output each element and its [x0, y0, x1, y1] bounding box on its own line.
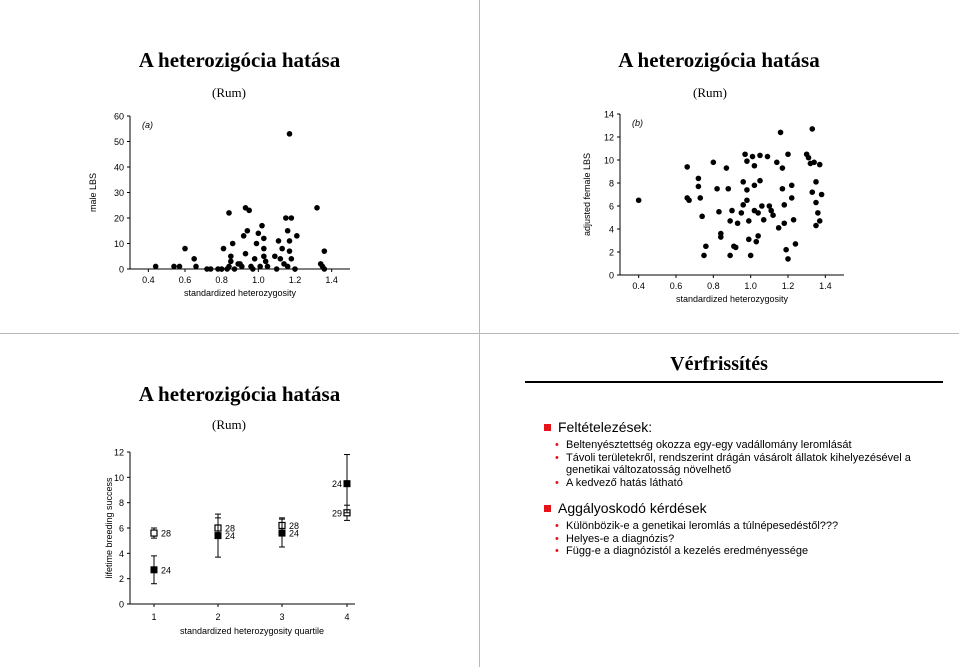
data-point: [813, 223, 819, 229]
y-tick-label: 12: [603, 132, 614, 143]
data-point: [740, 179, 746, 185]
data-point: [781, 202, 787, 208]
data-point: [261, 236, 267, 242]
data-point: [755, 210, 761, 216]
data-point: [813, 179, 819, 185]
data-point: [735, 220, 741, 226]
data-point: [250, 266, 256, 272]
data-point: [171, 264, 177, 270]
data-label: 24: [289, 528, 300, 539]
slide4-title: Vérfrissítés: [670, 353, 768, 375]
y-tick-label: 10: [603, 155, 614, 166]
data-point: [725, 186, 731, 192]
data-point: [765, 154, 771, 160]
data-point: [740, 202, 746, 208]
data-point: [226, 210, 232, 216]
data-point: [813, 200, 819, 206]
data-label: 28: [289, 520, 300, 531]
data-point: [757, 153, 763, 159]
x-tick-label: 0.8: [707, 281, 720, 291]
x-tick-label: 1: [151, 612, 157, 622]
data-point: [285, 264, 291, 270]
data-point: [221, 246, 227, 252]
data-point: [686, 197, 692, 203]
data-point: [246, 208, 252, 214]
data-point: [806, 155, 812, 161]
data-point: [636, 197, 642, 203]
data-point: [285, 228, 291, 234]
data-point: [696, 176, 702, 182]
data-point: [208, 266, 214, 272]
data-point: [746, 218, 752, 224]
data-point: [774, 160, 780, 166]
data-point: [278, 256, 284, 262]
bullet-item: • Helyes-e a diagnózis?: [544, 533, 944, 546]
filled-square-marker: [344, 480, 351, 487]
data-point: [714, 186, 720, 192]
data-point: [761, 217, 767, 223]
y-tick-label: 12: [113, 447, 124, 458]
x-tick-label: 0.4: [632, 281, 645, 291]
data-label: 28: [225, 523, 236, 534]
data-point: [177, 264, 183, 270]
data-point: [780, 186, 786, 192]
data-point: [727, 253, 733, 259]
data-point: [219, 266, 225, 272]
data-point: [781, 220, 787, 226]
y-tick-label: 8: [608, 178, 614, 189]
x-axis-label: standardized heterozygosity: [183, 288, 297, 298]
y-tick-label: 0: [118, 599, 124, 610]
slide1-title: A heterozigócia hatása: [138, 48, 341, 72]
slide1-subtitle: (Rum): [212, 85, 246, 100]
data-point: [191, 256, 197, 262]
bullet-item: • Különbözik-e a genetikai leromlás a túlnépesedéstől???: [544, 520, 944, 533]
x-tick-label: 0.6: [669, 281, 683, 291]
y-tick-label: 2: [608, 247, 614, 258]
data-point: [739, 210, 745, 216]
y-tick-label: 10: [113, 239, 124, 249]
chart-breeding-success: [100, 440, 370, 645]
data-point: [724, 165, 730, 171]
data-point: [256, 231, 262, 237]
data-point: [230, 241, 236, 247]
data-point: [776, 225, 782, 231]
data-point: [780, 165, 786, 171]
x-tick-label: 3: [279, 612, 285, 622]
data-point: [752, 183, 758, 189]
title-underline: [525, 381, 943, 383]
data-point: [289, 256, 295, 262]
data-point: [232, 266, 238, 272]
data-point: [733, 245, 739, 251]
data-point: [785, 256, 791, 262]
data-point: [254, 241, 260, 247]
x-tick-label: 1.4: [819, 281, 832, 291]
data-point: [283, 215, 289, 221]
data-point: [263, 259, 269, 265]
filled-square-marker: [215, 532, 222, 539]
slide3-title: A heterozigócia hatása: [138, 382, 341, 406]
x-tick-label: 1.2: [288, 275, 302, 285]
data-point: [793, 241, 799, 247]
data-point: [265, 264, 271, 270]
panel-label: (b): [632, 118, 643, 128]
data-point: [699, 214, 705, 220]
data-point: [703, 243, 709, 249]
data-point: [753, 239, 759, 245]
data-point: [228, 253, 234, 259]
y-tick-label: 20: [113, 213, 124, 224]
data-point: [193, 264, 199, 270]
slide3-subtitle: (Rum): [212, 417, 246, 432]
data-point: [322, 248, 328, 254]
bullet-item: • A kedvező hatás látható: [544, 477, 944, 490]
y-tick-label: 60: [113, 111, 124, 122]
y-tick-label: 14: [603, 109, 614, 120]
data-point: [811, 160, 817, 166]
bullet-heading-assumptions: Feltételezések:: [544, 419, 944, 435]
y-tick-label: 8: [118, 498, 124, 509]
data-point: [287, 248, 293, 254]
x-tick-label: 4: [344, 612, 350, 622]
data-point: [744, 158, 750, 164]
bullet-list: [544, 419, 944, 558]
data-point: [294, 233, 300, 239]
data-point: [752, 163, 758, 169]
data-label: 24: [161, 565, 172, 576]
y-tick-label: 50: [113, 137, 124, 147]
data-point: [759, 203, 765, 209]
chart-male-lbs: [80, 100, 370, 310]
x-tick-label: 1.0: [252, 275, 265, 285]
data-point: [239, 264, 245, 270]
data-point: [226, 264, 232, 270]
y-axis-label: lifetime breeding success: [104, 477, 114, 579]
data-point: [770, 212, 776, 218]
bullet-item: • Távoli területekről, rendszerint drágán vásárolt állatok kihelyezésével a genetikai változatosság növelhető: [544, 452, 944, 477]
data-point: [727, 218, 733, 224]
slide2-subtitle: (Rum): [693, 85, 727, 100]
y-axis-label: male LBS: [88, 172, 98, 213]
data-point: [778, 130, 784, 136]
y-axis-label: adjusted female LBS: [582, 152, 592, 237]
data-point: [716, 209, 722, 215]
data-point: [783, 247, 789, 253]
data-label: 28: [161, 528, 172, 539]
y-tick-label: 10: [113, 472, 124, 483]
data-label: 24: [331, 479, 342, 490]
data-point: [257, 264, 263, 270]
data-point: [243, 251, 249, 257]
data-point: [817, 218, 823, 224]
data-point: [789, 195, 795, 201]
data-point: [314, 205, 320, 211]
data-point: [744, 197, 750, 203]
data-point: [748, 253, 754, 259]
data-point: [292, 266, 298, 272]
x-tick-label: 2: [215, 612, 221, 622]
data-point: [322, 266, 328, 272]
data-point: [153, 264, 159, 270]
y-tick-label: 4: [118, 548, 124, 559]
y-tick-label: 2: [118, 574, 124, 585]
data-point: [789, 183, 795, 189]
x-axis-label: standardized heterozygosity: [675, 294, 789, 304]
data-point: [272, 253, 278, 259]
data-point: [252, 256, 258, 262]
y-tick-label: 4: [608, 224, 614, 235]
data-point: [755, 233, 761, 239]
y-tick-label: 40: [113, 162, 124, 173]
x-tick-label: 1.4: [325, 275, 338, 285]
data-point: [791, 217, 797, 223]
bullet-item: • Függ-e a diagnózistól a kezelés eredményessége: [544, 545, 944, 558]
data-point: [696, 184, 702, 190]
panel-label: (a): [142, 120, 153, 130]
data-point: [274, 266, 280, 272]
x-tick-label: 0.6: [178, 275, 192, 285]
data-point: [279, 246, 285, 252]
chart-female-lbs: [578, 100, 858, 315]
data-label: 29: [331, 508, 342, 519]
y-tick-label: 0: [118, 264, 124, 275]
data-point: [757, 178, 763, 184]
data-point: [182, 246, 188, 252]
y-tick-label: 6: [608, 201, 614, 212]
data-point: [261, 246, 267, 252]
bullet-heading-concerns: Aggályoskodó kérdések: [544, 500, 944, 516]
x-tick-label: 1.2: [781, 281, 795, 291]
data-point: [809, 189, 815, 195]
data-point: [287, 238, 293, 244]
filled-square-marker: [151, 566, 158, 573]
data-point: [718, 234, 724, 240]
data-point: [815, 210, 821, 216]
data-point: [819, 192, 825, 198]
y-tick-label: 0: [608, 270, 614, 281]
data-point: [746, 237, 752, 243]
data-point: [684, 164, 690, 170]
data-point: [289, 215, 295, 221]
x-tick-label: 0.4: [142, 275, 155, 285]
slide-divider-horizontal: [0, 333, 959, 334]
data-point: [701, 253, 707, 259]
y-tick-label: 30: [113, 188, 124, 198]
x-axis-label: standardized heterozygosity quartile: [179, 626, 325, 636]
data-point: [785, 151, 791, 157]
data-point: [697, 195, 703, 201]
data-point: [261, 253, 267, 259]
y-tick-label: 6: [118, 523, 124, 534]
data-point: [750, 154, 756, 160]
data-point: [259, 223, 265, 229]
data-point: [287, 131, 293, 137]
bullet-item: • Beltenyésztettség okozza egy-egy vadállomány leromlását: [544, 439, 944, 452]
data-point: [276, 238, 282, 244]
data-point: [241, 233, 247, 239]
x-tick-label: 0.8: [215, 275, 228, 285]
open-square-marker: [151, 530, 157, 536]
data-point: [228, 259, 234, 265]
data-point: [744, 187, 750, 193]
data-point: [245, 228, 251, 234]
data-point: [809, 126, 815, 132]
data-label: 24: [225, 531, 236, 542]
data-point: [711, 160, 717, 166]
data-point: [817, 162, 823, 168]
data-point: [729, 208, 735, 214]
data-point: [742, 151, 748, 157]
filled-square-marker: [279, 530, 286, 537]
slide2-title: A heterozigócia hatása: [618, 48, 820, 72]
x-tick-label: 1.0: [744, 281, 757, 291]
